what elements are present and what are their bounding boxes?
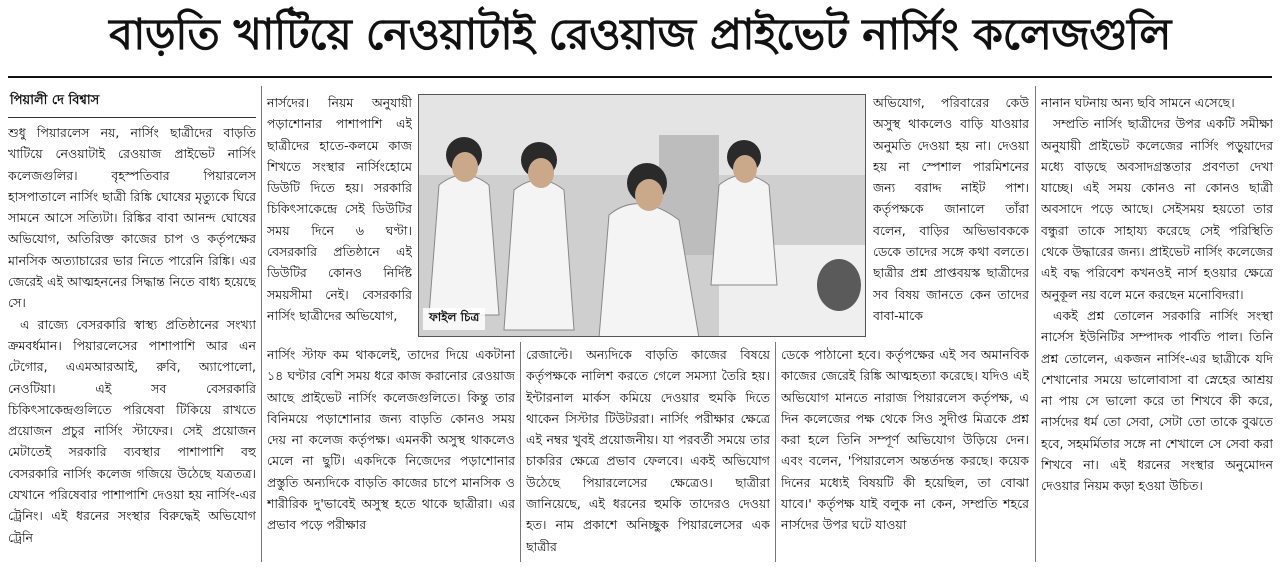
column-3-paragraph-1: নার্সিং স্টাফ কম থাকলেই, তাদের দিয়ে একটানা ১৪ ঘণ্টার বেশি সময় ধরে কাজ করানোর রেওয়াজ আছে প্রাইভেট নার্সিং কলেজগুলিতে। কিন্তু তার বিনিময়ে পড়াশোনার জন্য বাড়তি কোনও সময় দেয় না কলেজ কর্তৃপক্ষ। এমনকী অসুস্থ থাকলেও মেলে না ছুটি। একদিকে নিজেদের পড়াশোনার প্রস্তুতি অন্যদিকে বাড়তি কাজের চাপে মানসিক ও শারীরিক দু'ভাবেই অসুস্থ হতে থাকে ছাত্রীরা। এর প্রভাব পড়ে পরীক্ষার — [267, 347, 515, 533]
column-2 — [267, 92, 412, 342]
headline: বাড়তি খাটিয়ে নেওয়াটাই রেওয়াজ প্রাইভেট নার্সিং কলেজগুলি — [109, 10, 1171, 60]
byline-rule — [8, 117, 256, 118]
column-7-paragraph-2: সম্প্রতি নার্সিং ছাত্রীদের উপর একটি সমীক্ষা অনুযায়ী প্রাইভেট কলেজের নার্সিং পড়ুয়াদের মধ্যে বাড়ছে অবসাদগ্রস্ততার প্রবণতা দেখা যাচ্ছে। এই সময় কোনও না কোনও ছাত্রী অবসাদে পড়ে আছে। সেইসময় হয়তো তার বন্ধুরা তাকে সাহায্য করেছে সেই পরিস্থিতি থেকে উদ্ধারের জন্য। প্রাইভেট নার্সিং কলেজের এই বদ্ধ পরিবেশ কখনওই নার্স হওয়ার ক্ষেত্রে অনুকূল নয় বলে মনে করছেন মনোবিদরা। — [1041, 116, 1273, 302]
column-1-paragraph-2: এ রাজ্যে বেসরকারি স্বাস্থ্য প্রতিষ্ঠানের সংখ্যা ক্রমবর্ধমান। পিয়ারলেসের পাশাপাশি আর এন টেগোর, এএমআরআই, রুবি, অ্যাপোলো, নেওটিয়া। এই সব বেসরকারি চিকিৎসাকেন্দ্রগুলিতে পরিষেবা টিকিয়ে রাখতে প্রয়োজন প্রচুর নার্সিং স্টাফের। সেই প্রয়োজন মেটাতেই সরকারি ব্যবস্থার পাশাপাশি বহু বেসরকারি নার্সিং কলেজ গজিয়ে উঠেছে যত্রতত্র। যেখানে পরিষেবার পাশাপাশি দেওয়া হয় নার্সিং-এর ট্রেনিং। এই ধরনের সংস্থার বিরুদ্ধেই অভিযোগ ট্রেনি — [8, 316, 256, 545]
column-divider — [775, 342, 776, 562]
photo-caption: ফাইল চিত্র — [423, 308, 485, 330]
column-6 — [873, 92, 1029, 342]
column-7-paragraph-3: একই প্রশ্ন তোলেন সরকারি নার্সিং সংস্থা নার্সেস ইউনিটির সম্পাদক পার্বতি পাল। তিনি প্রশ্ন তোলেন, একজন নার্সিং-এর ছাত্রীকে যদি শেখানোর সময়ে ভালোবাসা বা স্নেহের আশ্রয় না পায় সে ভালো করে তা শিখবে কী করে, নার্সদের ধর্ম তো সেবা, সেটা তো তাকে বুঝতে হবে, সহমর্মিতার সঙ্গে না শেখালে সে সেবা করা শিখবে না। এই ধরনের সংস্থার অনুমোদন দেওয়ার নিয়ম কড়া হওয়া উচিত। — [1041, 307, 1273, 494]
nursing-students-photo — [418, 94, 866, 337]
headline-rule — [8, 76, 1272, 78]
column-divider — [1035, 86, 1036, 562]
column-1 — [8, 122, 256, 562]
byline: পিয়ালী দে বিশ্বাস — [10, 93, 100, 108]
column-3 — [267, 344, 515, 562]
column-1-paragraph-1: শুধু পিয়ারলেস নয়, নার্সিং ছাত্রীদের বাড়তি খাটিয়ে নেওয়াটাই রেওয়াজ প্রাইভেট নার্সিং কলেজগুলির। বৃহস্পতিবার পিয়ারলেস হাসপাতালে নার্সিং ছাত্রী রিঙ্কি ঘোষের মৃত্যুকে ঘিরে সামনে আসে সত্যিটা। রিঙ্কির বাবা আনন্দ ঘোষের অভিযোগ, অতিরিক্ত কাজের চাপ ও কর্তৃপক্ষের মানসিক অত্যাচারের ভার নিতে পারেনি রিঙ্কি। এর জেরেই এই আত্মহননের সিদ্ধান্ত নিতে বাধ্য হয়েছে সে। — [8, 125, 256, 311]
column-5-paragraph-1: ডেকে পাঠানো হবে। কর্তৃপক্ষের এই সব অমানবিক কাজের জেরেই রিঙ্কি আত্মহত্যা করেছে। যদিও এই অভিযোগ মানতে নারাজ পিয়ারলেস কর্তৃপক্ষ, এ দিন কলেজের পক্ষ থেকে সিও সুদীপ্ত মিত্রকে প্রশ্ন করা হলে তিনি সম্পূর্ণ অভিযোগ উড়িয়ে দেন। এবং বলেন, 'পিয়ারলেস অন্তর্তদন্ত করছে। কয়েক দিনের মধ্যেই বিষয়টি কী হয়েছিল, তা বোঝা যাবে।' কর্তৃপক্ষ যাই বলুক না কেন, সম্প্রতি শহরে নার্সদের উপর ঘটে যাওয়া — [781, 347, 1029, 533]
column-5 — [781, 344, 1029, 562]
column-2-paragraph-1: নার্সদের। নিয়ম অনুযায়ী পড়াশোনার পাশাপাশি এই ছাত্রীদের হাতে-কলমে কাজ শিখতে সংস্থার নার্সিংহোমে ডিউটি দিতে হয়। সরকারি চিকিৎসাকেন্দ্রে সেই ডিউটির সময় দিনে ৬ ঘণ্টা। বেসরকারি প্রতিষ্ঠানে এই ডিউটির কোনও নির্দিষ্ট সময়সীমা নেই। বেসরকারি নার্সিং ছাত্রীদের অভিযোগ, — [267, 95, 412, 323]
column-7-paragraph-1: নানান ঘটনায় অন্য ছবি সামনে এসেছে। — [1041, 95, 1235, 110]
photo-illustration — [419, 95, 866, 337]
column-4-paragraph-1: রেজাল্টে। অন্যদিকে বাড়তি কাজের বিষয়ে কর্তৃপক্ষকে নালিশ করতে গেলে সমস্যা তৈরি হয়। ইন্টারনাল মার্কস কমিয়ে দেওয়ার হুমকি দিতে থাকেন সিস্টার টিউটররা। নার্সিং পরীক্ষার ক্ষেত্রে এই নম্বর খুবই প্রয়োজনীয়। যা পরবর্তী সময়ে তার চাকরির ক্ষেত্রে প্রভাব ফেলবে। একই অভিযোগ উঠেছে পিয়ারলেসের ক্ষেত্রেও। ছাত্রীরা জানিয়েছে, এই ধরনের হুমকি তাদেরও দেওয়া হত। নাম প্রকাশে অনিচ্ছুক পিয়ারলেসের এক ছাত্রীর — [526, 347, 770, 554]
column-divider — [261, 86, 262, 562]
column-divider — [520, 342, 521, 562]
column-7 — [1041, 92, 1273, 562]
column-4 — [526, 344, 770, 562]
column-6-paragraph-1: অভিযোগ, পরিবারের কেউ অসুস্থ থাকলেও বাড়ি যাওয়ার অনুমতি দেওয়া হয় না। দেওয়া হয় না স্পেশাল পারমিশনের জন্য বরাদ্দ নাইট পাশ। কর্তৃপক্ষকে জানালে তাঁরা বলেন, বাড়ির অভিভাবককে ডেকে তাদের সঙ্গে কথা বলতে। ছাত্রীর প্রশ্ন প্রাপ্তবয়স্ক ছাত্রীদের সব বিষয় জানতে কেন তাদের বাবা-মাকে — [873, 95, 1029, 323]
